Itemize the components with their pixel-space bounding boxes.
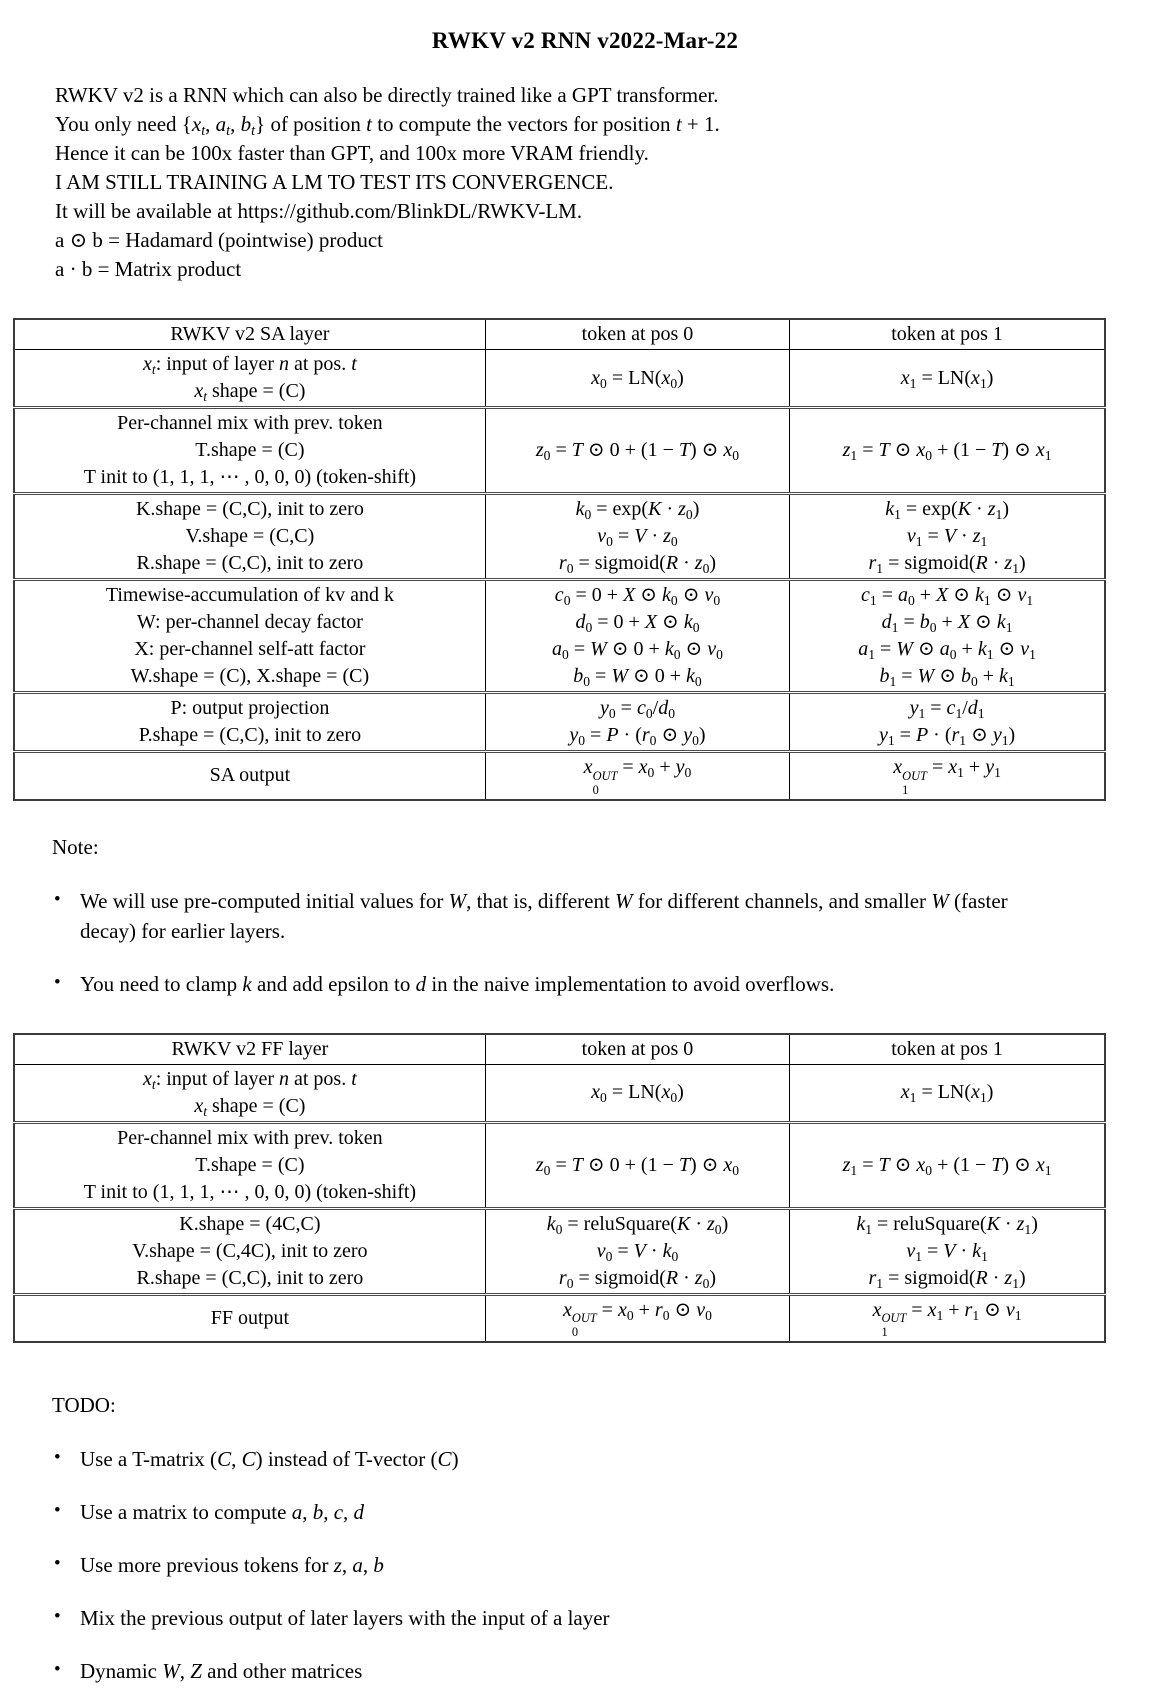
note-bullet-list bbox=[52, 886, 1062, 999]
note-label: Note: bbox=[52, 834, 99, 859]
intro-line-3: Hence it can be 100x faster than GPT, and 100x more VRAM friendly. bbox=[55, 141, 649, 165]
pos0-formula-cell: $k_0$ = reluSquare(K · $z_0$) $v_0 = V \cdot k_0$ $r_0$ = sigmoid(R · $z_0$) bbox=[485, 1208, 789, 1294]
ff-row-token-mix bbox=[14, 1122, 1105, 1208]
pos0-formula-cell: $z_0 = T$ ⊙ 0 + (1 − T) ⊙ $x_0$ bbox=[485, 1122, 789, 1208]
row-desc-cell: $x_t$: input of layer n at pos. t $x_t$ shape = (C) bbox=[14, 1064, 485, 1122]
intro-line-1: RWKV v2 is a RNN which can also be directly trained like a GPT transformer. bbox=[55, 83, 719, 107]
pos1-formula-cell: x OUT 1 = $x_1 + y_1$ bbox=[790, 752, 1105, 800]
sa-layer-table bbox=[13, 318, 1106, 801]
pos0-formula-cell: x OUT 0 = $x_0 + r_0$ ⊙ $v_0$ bbox=[485, 1294, 789, 1342]
pos0-formula-cell: $x_0 = LN(x_0)$ bbox=[485, 1064, 789, 1122]
intro-line-matrix-product: a · b = Matrix product bbox=[55, 257, 242, 281]
todo-bullet-3: • Use more previous tokens for z, a, b bbox=[52, 1550, 1062, 1580]
sa-row-output bbox=[14, 752, 1105, 800]
pos0-formula-cell: $k_0 = \exp(K \cdot z_0)$ $v_0 = V \cdot z_0$ $r_0$ = sigmoid(R · $z_0$) bbox=[485, 494, 789, 580]
intro-paragraph bbox=[55, 81, 1170, 284]
row-desc-cell: $x_t$: input of layer n at pos. t $x_t$ shape = (C) bbox=[14, 350, 485, 408]
pos1-formula-cell: $k_1 = \exp(K \cdot z_1)$ $v_1 = V \cdot z_1$ $r_1$ = sigmoid(R · $z_1$) bbox=[790, 494, 1105, 580]
ff-table-header-pos0: token at pos 0 bbox=[485, 1034, 789, 1065]
note-bullet-2: • You need to clamp k and add epsilon to d in the naive implementation to avoid overflows. bbox=[52, 969, 1062, 999]
sa-table-header-pos0: token at pos 0 bbox=[485, 319, 789, 350]
todo-bullet-2: • Use a matrix to compute a, b, c, d bbox=[52, 1497, 1062, 1527]
ff-table-header-pos1: token at pos 1 bbox=[790, 1034, 1105, 1065]
sa-row-token-mix bbox=[14, 408, 1105, 494]
sa-row-input bbox=[14, 350, 1105, 408]
pos1-formula-cell: $k_1$ = reluSquare(K · $z_1$) $v_1 = V \cdot k_1$ $r_1$ = sigmoid(R · $z_1$) bbox=[790, 1208, 1105, 1294]
pos1-formula-cell: $x_1 = LN(x_1)$ bbox=[790, 350, 1105, 408]
intro-line-4: I AM STILL TRAINING A LM TO TEST ITS CONVERGENCE. bbox=[55, 170, 614, 194]
todo-bullet-4: • Mix the previous output of later layers with the input of a layer bbox=[52, 1603, 1062, 1633]
pos1-formula-cell: $y_1 = c_1/d_1$ $y_1 = P \cdot (r_1$ ⊙ $y_1$) bbox=[790, 693, 1105, 752]
row-desc-cell: K.shape = (C,C), init to zero V.shape = (C,C) R.shape = (C,C), init to zero bbox=[14, 494, 485, 580]
todo-bullet-1: • Use a T-matrix (C, C) instead of T-vector (C) bbox=[52, 1444, 1062, 1474]
ff-table-header-layer: RWKV v2 FF layer bbox=[14, 1034, 485, 1065]
ff-layer-table bbox=[13, 1033, 1106, 1344]
sa-table-header-pos1: token at pos 1 bbox=[790, 319, 1105, 350]
pos1-formula-cell: $x_1 = LN(x_1)$ bbox=[790, 1064, 1105, 1122]
page-title: RWKV v2 RNN v2022-Mar-22 bbox=[431, 28, 739, 53]
pos0-formula-cell: $c_0 = 0 + X$ ⊙ $k_0$ ⊙ $v_0$ $d_0 = 0 + X$ ⊙ $k_0$ $a_0 = W$ ⊙ $0 + k_0$ ⊙ $v_0$ $b_0 = W$ ⊙ $0 + k_0$ bbox=[485, 580, 789, 693]
pos0-formula-cell: $y_0 = c_0/d_0$ $y_0 = P \cdot (r_0$ ⊙ $y_0$) bbox=[485, 693, 789, 752]
row-desc-cell: Per-channel mix with prev. token T.shape = (C) T init to (1, 1, 1, ⋯ , 0, 0, 0) (token-shift) bbox=[14, 1122, 485, 1208]
document-page bbox=[0, 28, 1170, 1686]
sa-row-projection bbox=[14, 693, 1105, 752]
pos0-formula-cell: $x_0 = LN(x_0)$ bbox=[485, 350, 789, 408]
ff-row-input bbox=[14, 1064, 1105, 1122]
todo-section bbox=[52, 1393, 1170, 1686]
todo-bullet-5: • Dynamic W, Z and other matrices bbox=[52, 1656, 1062, 1686]
pos0-formula-cell: $z_0 = T$ ⊙ 0 + (1 − T) ⊙ $x_0$ bbox=[485, 408, 789, 494]
sa-table-header-row bbox=[14, 319, 1105, 350]
ff-table-header-row bbox=[14, 1034, 1105, 1065]
note-section bbox=[52, 835, 1170, 999]
intro-line-hadamard: a ⊙ b = Hadamard (pointwise) product bbox=[55, 228, 384, 252]
row-desc-cell: FF output bbox=[14, 1294, 485, 1342]
sa-row-kvr bbox=[14, 494, 1105, 580]
intro-line-2: You only need {$x_t$, $a_t$, $b_t$} of position t to compute the vectors for position t + 1. bbox=[55, 112, 720, 139]
sa-table-header-layer: RWKV v2 SA layer bbox=[14, 319, 485, 350]
pos1-formula-cell: x OUT 1 = $x_1 + r_1$ ⊙ $v_1$ bbox=[790, 1294, 1105, 1342]
pos1-formula-cell: $z_1 = T$ ⊙ $x_0 + (1 - T)$ ⊙ $x_1$ bbox=[790, 408, 1105, 494]
intro-line-github-url: It will be available at https://github.com/BlinkDL/RWKV-LM. bbox=[55, 199, 583, 223]
sa-row-accumulation bbox=[14, 580, 1105, 693]
row-desc-cell: Per-channel mix with prev. token T.shape = (C) T init to (1, 1, 1, ⋯ , 0, 0, 0) (token-shift) bbox=[14, 408, 485, 494]
pos0-formula-cell: x OUT 0 = $x_0 + y_0$ bbox=[485, 752, 789, 800]
row-desc-cell: K.shape = (4C,C) V.shape = (C,4C), init to zero R.shape = (C,C), init to zero bbox=[14, 1208, 485, 1294]
ff-row-output bbox=[14, 1294, 1105, 1342]
row-desc-cell: P: output projection P.shape = (C,C), init to zero bbox=[14, 693, 485, 752]
todo-bullet-list bbox=[52, 1444, 1062, 1686]
note-bullet-1: • We will use pre-computed initial values for W, that is, different W for different channels, and smaller W (faster decay) for earlier layers. bbox=[52, 886, 1062, 946]
pos1-formula-cell: $z_1 = T$ ⊙ $x_0 + (1 - T)$ ⊙ $x_1$ bbox=[790, 1122, 1105, 1208]
ff-row-kvr bbox=[14, 1208, 1105, 1294]
row-desc-cell: SA output bbox=[14, 752, 485, 800]
todo-label: TODO: bbox=[52, 1393, 116, 1418]
row-desc-cell: Timewise-accumulation of kv and k W: per-channel decay factor X: per-channel self-att factor W.shape = (C), X.shape = (C) bbox=[14, 580, 485, 693]
pos1-formula-cell: $c_1 = a_0 + X$ ⊙ $k_1$ ⊙ $v_1$ $d_1 = b_0 + X$ ⊙ $k_1$ $a_1 = W$ ⊙ $a_0 + k_1$ ⊙ $v_1$ $b_1 = W$ ⊙ $b_0 + k_1$ bbox=[790, 580, 1105, 693]
